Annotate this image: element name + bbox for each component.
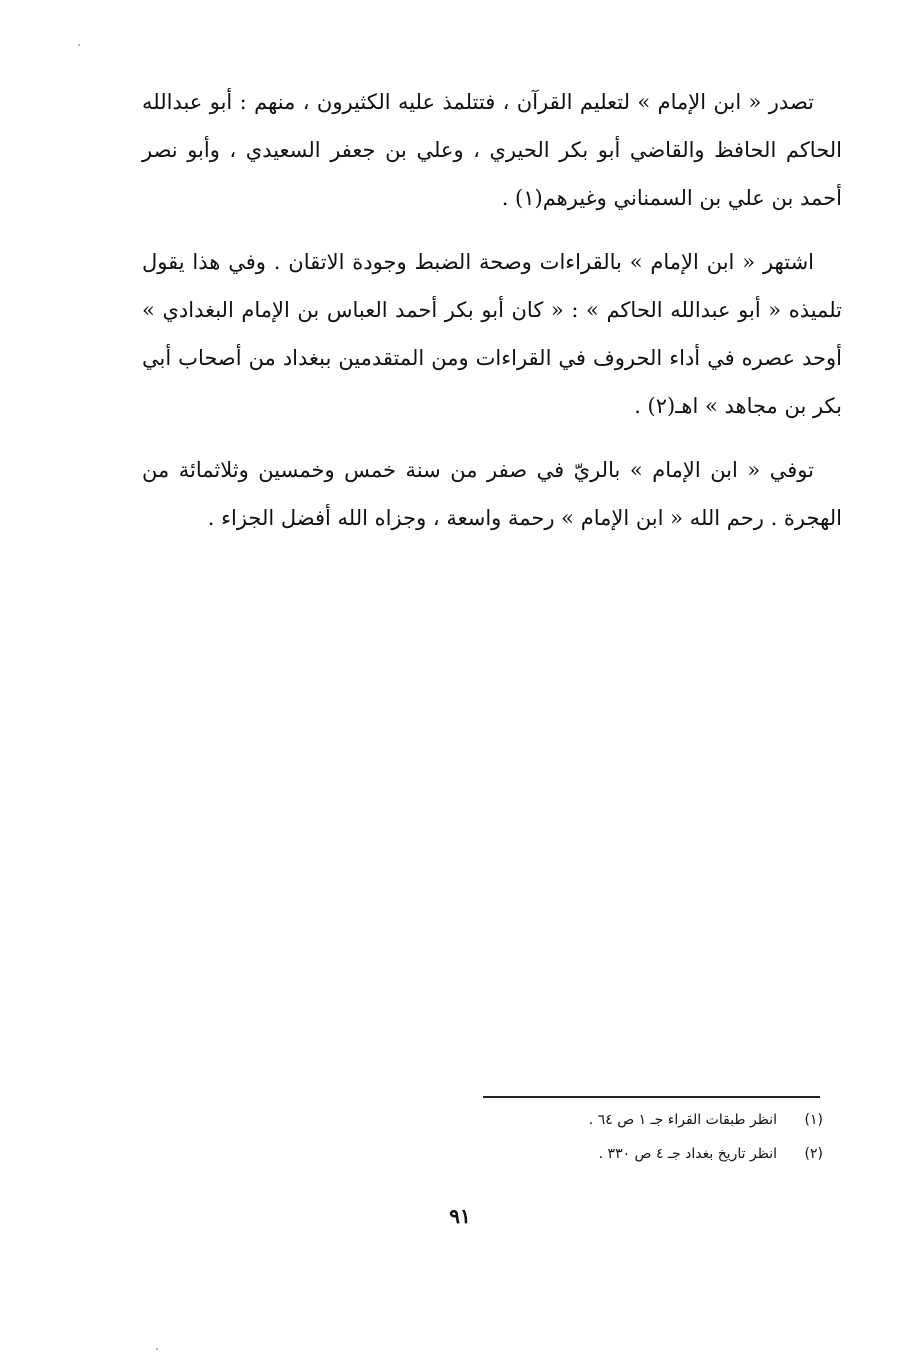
scan-speck bbox=[78, 44, 80, 46]
footnote-2 bbox=[480, 1137, 823, 1171]
footnote-text: انظر طبقات القراء جـ ١ ص ٦٤ . bbox=[588, 1112, 777, 1128]
footnotes bbox=[480, 1103, 823, 1171]
footnote-text: انظر تاريخ بغداد جـ ٤ ص ٣٣٠ . bbox=[598, 1146, 777, 1162]
scan-speck bbox=[156, 1348, 158, 1350]
page-number: ٩١ bbox=[449, 1204, 471, 1228]
footnote-1 bbox=[480, 1103, 823, 1137]
footnote-number: (٢) bbox=[804, 1146, 823, 1162]
footnote-number: (١) bbox=[804, 1112, 823, 1128]
paragraph-fame: اشتهر « ابن الإمام » بالقراءات وصحة الضبط وجودة الاتقان . وفي هذا يقول تلميذه « أبو عبدالله الحاكم » : « كان أبو بكر أحمد العباس بن الإمام البغدادي » أوحد عصره في أداء الحروف في القراءات ومن المتقدمين ببغداد من أصحاب أبي بكر بن مجاهد » اهـ(٢) . bbox=[142, 250, 842, 418]
paragraph-teaching: تصدر « ابن الإمام » لتعليم القرآن ، فتتلمذ عليه الكثيرون ، منهم : أبو عبدالله الحاكم الحافظ والقاضي أبو بكر الحيري ، وعلي بن جعفر السعيدي ، وأبو نصر أحمد بن علي بن السمناني وغيرهم(١) . bbox=[142, 90, 842, 210]
paragraph-death: توفي « ابن الإمام » بالريّ في صفر من سنة خمس وخمسين وثلاثمائة من الهجرة . رحم الله « ابن الإمام » رحمة واسعة ، وجزاه الله أفضل الجزاء . bbox=[142, 458, 842, 530]
main-text bbox=[142, 78, 842, 558]
footnote-separator bbox=[483, 1096, 820, 1098]
